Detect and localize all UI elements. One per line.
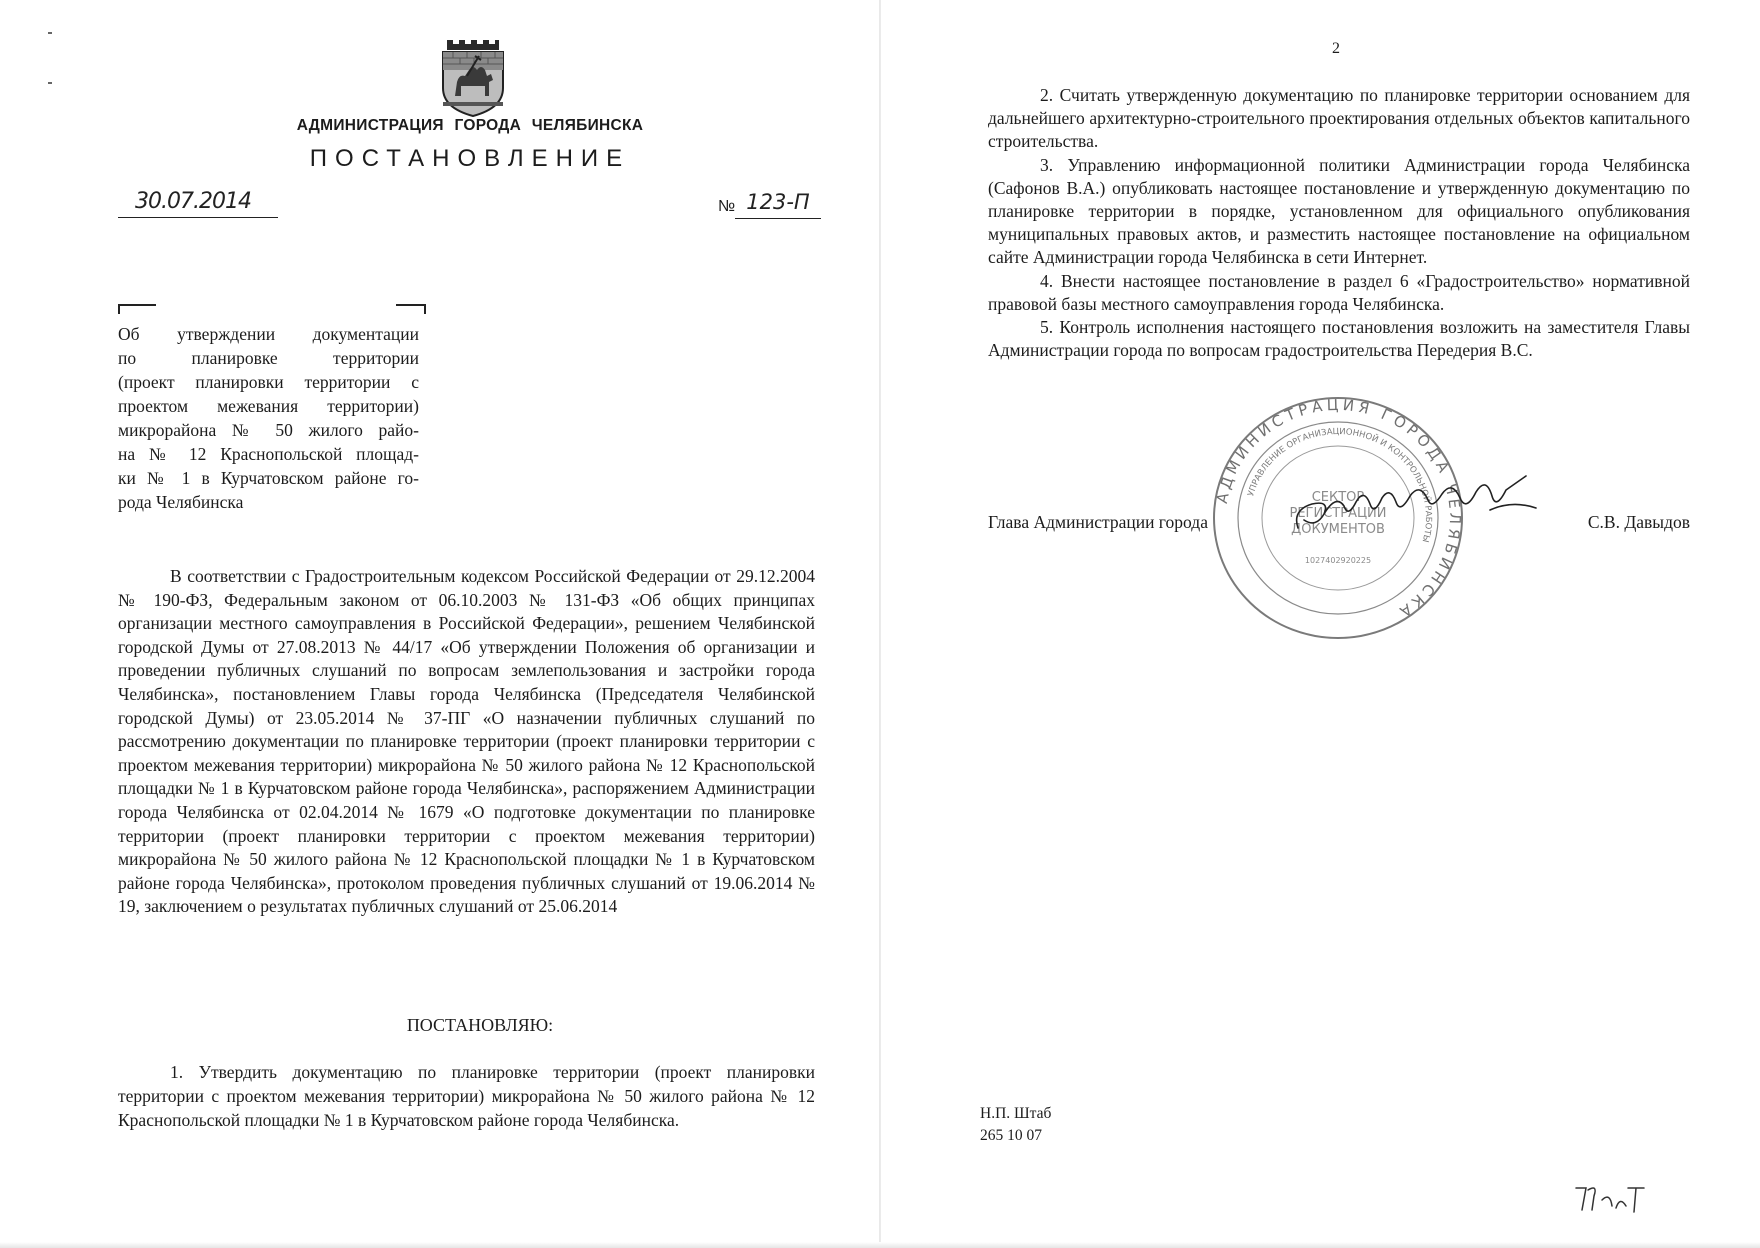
page-2 <box>880 0 1760 1248</box>
organization-name: АДМИНИСТРАЦИЯ ГОРОДА ЧЕЛЯБИНСКА <box>296 117 644 134</box>
decree-item-3: 3. Управлению информационной политики Администрации города Челябинска (Сафонов В.А.) опубликовать настоящее постановление и утвержденную документацию по планировке территории в порядке, установленном для официального опубликования муниципальных правовых актов, и разместить настоящее постановление на официальном сайте Администрации города Челябинска в сети Интернет. <box>988 154 1690 268</box>
subject-line: микрорайона № 50 жилого райо- <box>118 420 419 440</box>
executor-name: Н.П. Штаб <box>980 1105 1052 1122</box>
decree-item-4: 4. Внести настоящее постановление в раздел 6 «Градостроительство» нормативной правовой базы местного самоуправления города Челябинска. <box>988 270 1690 314</box>
page-number: 2 <box>1332 40 1340 57</box>
handwritten-signature-icon <box>1290 470 1540 540</box>
executor-phone: 265 10 07 <box>980 1127 1042 1144</box>
legal-basis-paragraph: В соответствии с Градостроительным кодексом Российской Федерации от 29.12.2004 № 190-ФЗ, Федеральным законом от 06.10.2003 № 131-ФЗ «Об общих принципах организации местного самоуправления в Российской Федерации», решением Челябинской городской Думы от 27.08.2013 № 44/17 «Об утверждении Положения об организации и проведении публичных слушаний по вопросам землепользования и застройки города Челябинска», постановлением Главы города Челябинска (Председателя Челябинской городской Думы) от 23.05.2014 № 37-ПГ «О назначении публичных слушаний по рассмотрению документации по планировке территории (проект планировки территории с проектом межевания территории) микрорайона № 50 жилого района № 12 Краснопольской площадки № 1 в Курчатовском районе города Челябинска», распоряжением Администрации города Челябинска от 02.04.2014 № 1679 «О подготовке документации по планировке территории (проект планировки территории с проектом межевания территории) микрорайона № 50 жилого района № 12 Краснопольской площадки № 1 в Курчатовском районе города Челябинска», протоколом проведения публичных слушаний от 19.06.2014 № 19, заключением о результатах публичных слушаний от 25.06.2014 <box>118 566 815 917</box>
decree-item-2: 2. Считать утвержденную документацию по планировке территории основанием для дальнейшего архитектурно-строительного проектирования отдельных объектов капитального строительства. <box>988 85 1690 152</box>
stamp-code: 1027402920225 <box>1304 556 1372 565</box>
stamp-center-line: ДОКУМЕНТОВ <box>1291 522 1385 537</box>
subject-bracket-right <box>396 304 426 314</box>
number-label: № <box>718 198 736 215</box>
subject-line: на № 12 Краснопольской площад- <box>118 444 419 464</box>
stamp-outer-text: АДМИНИСТРАЦИЯ ГОРОДА ЧЕЛЯБИНСКА <box>1212 395 1465 623</box>
decree-item-1: 1. Утвердить документацию по планировке территории (проект планировки территории с проектом межевания территории) микрорайона № 50 жилого района № 12 Краснопольской площадки № 1 в Курчатовском районе города Челябинска. <box>118 1062 815 1130</box>
signatory-title: Глава Администрации города <box>988 512 1208 532</box>
decree-items <box>988 84 1690 362</box>
subject-bracket-left <box>118 304 156 314</box>
stamp-center-line: РЕГИСТРАЦИИ <box>1289 506 1387 521</box>
document-number: 123-П <box>735 190 821 219</box>
stamp-center-line: СЕКТОР <box>1311 490 1365 505</box>
document-type: ПОСТАНОВЛЕНИЕ <box>309 145 631 172</box>
decree-item-5: 5. Контроль исполнения настоящего постановления возложить на заместителя Главы Администрации города по вопросам градостроительства Передерия В.С. <box>988 317 1690 361</box>
document-date: 30.07.2014 <box>118 190 278 218</box>
executor-block <box>980 1103 1051 1147</box>
document-subject <box>118 322 419 514</box>
handwritten-initials-icon <box>1570 1178 1670 1218</box>
decree-word: ПОСТАНОВЛЯЮ: <box>406 1015 554 1035</box>
subject-line: Об утверждении документации <box>118 324 419 344</box>
subject-line: проектом межевания территории) <box>118 396 419 416</box>
subject-line: по планировке территории <box>118 348 419 368</box>
chelyabinsk-coat-of-arms-icon <box>437 30 509 118</box>
subject-line: рода Челябинска <box>118 492 244 512</box>
signatory-name: С.В. Давыдов <box>1587 512 1690 532</box>
stamp-inner-text: УПРАВЛЕНИЕ ОРГАНИЗАЦИОННОЙ И КОНТРОЛЬНОЙ РАБОТЫ <box>1246 426 1434 544</box>
subject-line: ки № 1 в Курчатовском районе го- <box>118 468 419 488</box>
subject-line: (проект планировки территории с <box>118 372 419 392</box>
